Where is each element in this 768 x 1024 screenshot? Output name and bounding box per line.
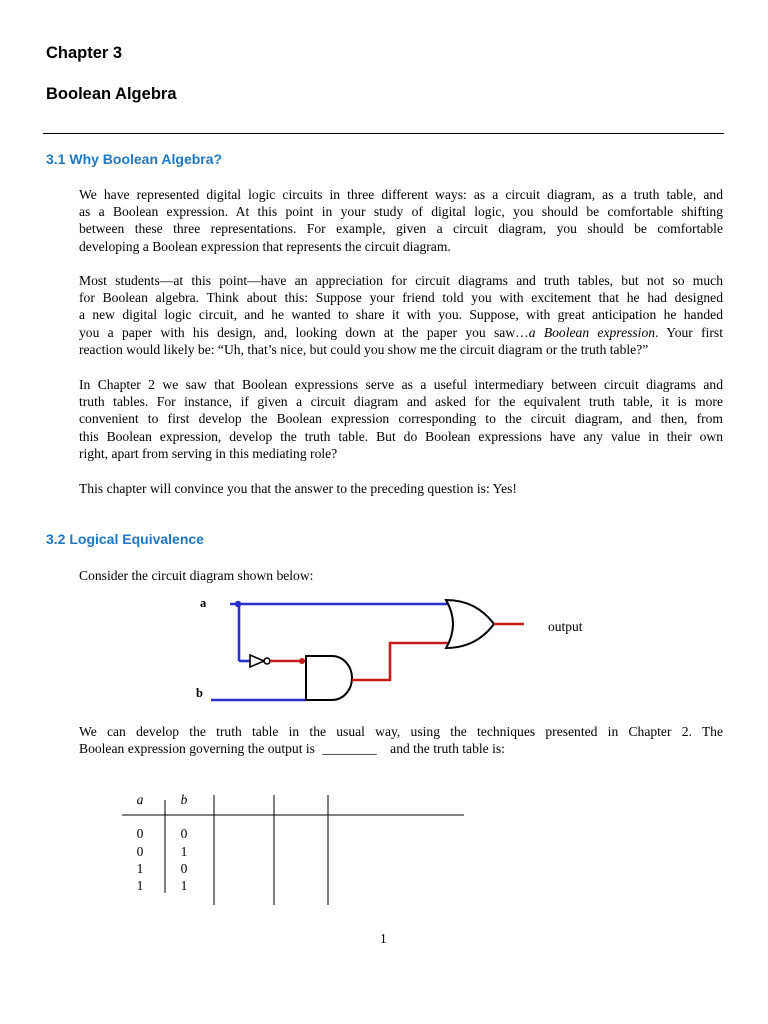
paragraph-2-line-4-text: you a paper with his design, and, looking down at the paper you saw… [79,324,529,340]
paragraph-2-line-5: reaction would likely be: “Uh, that’s nice, but could you show me the circuit diagram or the truth table?” [79,341,649,357]
paragraph-2-line-2: for Boolean algebra. Think about this: Suppose your friend told you with excitement that he had designed [79,290,723,306]
table-row-3-b: 0 [180,861,188,876]
truth-table-intro [79,723,723,757]
title-divider [43,133,724,134]
paragraph-1 [79,186,723,255]
paragraph-1-line-2: as a Boolean expression. At this point in your study of digital logic, you should be comfortable shifting [79,204,723,220]
table-header-a: a [136,792,144,807]
paragraph-1-line-1: We have represented digital logic circuits in three different ways: as a circuit diagram, as a truth table, and [79,187,723,202]
circuit-intro [79,567,723,584]
paragraph-4 [79,480,723,497]
truth-table-intro-line-1: We can develop the truth table in the usual way, using the techniques presented in Chapter 2. The [79,724,723,739]
paragraph-2-line-4 [79,324,723,341]
truth-table [122,790,466,906]
circuit-intro-line: Consider the circuit diagram shown below: [79,568,314,583]
input-b-label: b [196,686,203,700]
and-output-wire [352,643,448,680]
table-row-4-a: 1 [136,878,144,893]
and-gate [306,656,352,700]
paragraph-3-line-3: convenient to first develop the Boolean expression corresponding to the circuit diagram, and then, from [79,411,723,427]
not-gate [250,655,270,667]
paragraph-3-line-2: truth tables. For instance, if given a circuit diagram and asked for the equivalent truth table, it is more [79,394,723,410]
chapter-title: Boolean Algebra [46,85,177,103]
table-row-3-a: 1 [136,861,144,876]
paragraph-3-line-4: this Boolean expression, develop the truth table. But do Boolean expressions have any value in their own [79,428,723,444]
page-number: 1 [380,931,387,946]
table-row-1-b: 0 [180,826,188,841]
paragraph-1-line-4: developing a Boolean expression that represents the circuit diagram. [79,238,451,254]
paragraph-3 [79,376,723,462]
table-row-2-a: 0 [136,844,144,859]
section-heading-3-2: 3.2 Logical Equivalence [46,531,204,547]
boolean-expression-emphasis: a Boolean expression [528,324,656,340]
table-row-4-b: 1 [180,878,188,893]
expression-blank: ________ [322,741,377,757]
chapter-label: Chapter 3 [46,44,123,62]
not-output-junction [299,658,305,664]
table-row-2-b: 1 [180,844,188,859]
circuit-diagram [190,594,610,714]
input-a-label: a [200,596,207,610]
truth-table-intro-line-2 [79,740,723,757]
circuit-svg [190,594,610,714]
paragraph-4-line-1: This chapter will convince you that the answer to the preceding question is: Yes! [79,481,517,496]
table-row-1-a: 0 [136,826,144,841]
paragraph-3-line-5: right, apart from serving in this mediating role? [79,445,338,461]
paragraph-1-line-3: between these three representations. For example, given a circuit diagram, you should be comfortable [79,221,723,237]
paragraph-2 [79,272,723,358]
paragraph-2-line-1: Most students—at this point—have an appreciation for circuit diagrams and truth tables, but not so much [79,273,723,288]
or-gate [446,600,494,648]
truth-table-intro-line-2-suffix: and the truth table is: [390,741,505,757]
section-heading-3-1: 3.1 Why Boolean Algebra? [46,151,223,167]
truth-table-intro-line-2-text: Boolean expression governing the output is [79,741,315,757]
input-a-wire [230,604,448,661]
output-label: output [548,619,583,634]
paragraph-3-line-1: In Chapter 2 we saw that Boolean expressions serve as a useful intermediary between circuit diagrams and [79,377,723,392]
table-header-b: b [180,792,188,807]
paragraph-2-line-4-suffix: . Your first [655,324,724,340]
paragraph-2-line-3: a new digital logic circuit, and he wanted to share it with you. Suppose, with great anticipation he handed [79,307,723,323]
junction-dot [235,601,241,607]
